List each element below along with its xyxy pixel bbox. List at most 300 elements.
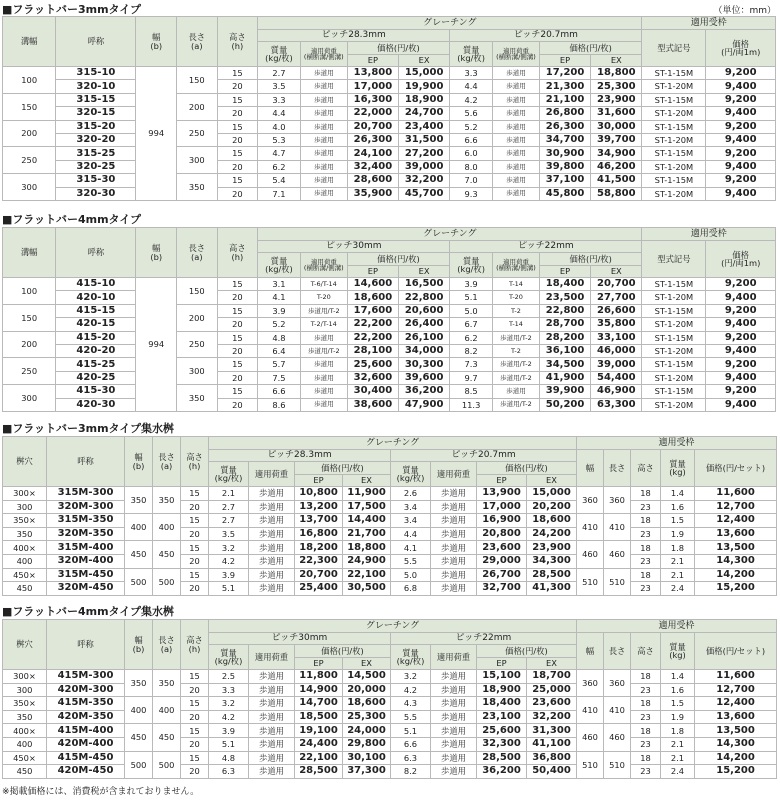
mass-cell: 6.6 bbox=[258, 385, 301, 398]
table-row bbox=[3, 291, 776, 304]
price-ep-cell: 22,200 bbox=[347, 331, 398, 344]
mass-cell: 2.7 bbox=[209, 500, 249, 514]
mass-cell: 3.9 bbox=[209, 568, 249, 582]
mass-cell: 4.0 bbox=[258, 120, 301, 133]
name-cell: 320-10 bbox=[56, 80, 136, 93]
load-header-a: 適用荷重 bbox=[249, 462, 295, 487]
hole-cell: 450 bbox=[3, 765, 47, 779]
frame-price-cell: 14,300 bbox=[695, 737, 777, 751]
mass-cell: 2.7 bbox=[209, 514, 249, 528]
table-body bbox=[3, 67, 776, 201]
ex-header: EX bbox=[527, 658, 577, 670]
hole-cell: 400 bbox=[3, 737, 47, 751]
length-header: 長さ (a) bbox=[153, 620, 181, 670]
mass-cell: 4.1 bbox=[258, 291, 301, 304]
table-row bbox=[3, 160, 776, 173]
load-cell: 歩道用 bbox=[431, 765, 477, 779]
mass-cell: 4.2 bbox=[391, 683, 431, 697]
price-ex-cell: 41,500 bbox=[591, 174, 642, 187]
pitch-a-header: ピッチ28.3mm bbox=[258, 30, 450, 42]
height-cell: 20 bbox=[217, 80, 258, 93]
name-cell: 420-30 bbox=[56, 398, 136, 411]
price-ep-cell: 14,900 bbox=[295, 683, 343, 697]
frame-price-cell: 9,200 bbox=[706, 358, 776, 371]
mass-cell: 6.2 bbox=[450, 331, 493, 344]
price-ep-cell: 16,800 bbox=[295, 527, 343, 541]
height-cell: 20 bbox=[217, 107, 258, 120]
height-cell: 15 bbox=[181, 541, 209, 555]
height-cell: 20 bbox=[217, 291, 258, 304]
mass-cell: 6.0 bbox=[450, 147, 493, 160]
price-ep-cell: 18,600 bbox=[347, 291, 398, 304]
table-header bbox=[3, 620, 777, 670]
frame-length-cell: 410 bbox=[604, 514, 631, 541]
price-ex-cell: 58,800 bbox=[591, 187, 642, 200]
mass-cell: 3.9 bbox=[258, 304, 301, 317]
name-cell: 415-25 bbox=[56, 358, 136, 371]
load-cell: 歩道用 bbox=[431, 514, 477, 528]
load-cell: T-6/T-14 bbox=[300, 278, 347, 291]
price-ex-cell: 20,000 bbox=[343, 683, 391, 697]
table-row bbox=[3, 751, 777, 765]
load-cell: 歩道用 bbox=[249, 697, 295, 711]
load-cell: 歩道用 bbox=[431, 527, 477, 541]
frame-height-cell: 23 bbox=[631, 500, 661, 514]
load-cell: 歩道用 bbox=[431, 500, 477, 514]
load-cell: T-14 bbox=[492, 278, 539, 291]
frame-price-cell: 13,500 bbox=[695, 724, 777, 738]
mass-cell: 2.5 bbox=[209, 670, 249, 684]
frame-mass-cell: 1.6 bbox=[661, 683, 695, 697]
price-ep-cell: 39,800 bbox=[539, 160, 590, 173]
price-ep-cell: 22,800 bbox=[539, 304, 590, 317]
load-cell: 歩道用 bbox=[300, 160, 347, 173]
mass-header-a: 質量 (kg/枚) bbox=[258, 42, 301, 67]
model-cell: ST-1-15M bbox=[642, 147, 706, 160]
mass-cell: 4.1 bbox=[391, 541, 431, 555]
price-ep-cell: 14,700 bbox=[295, 697, 343, 711]
price-ex-cell: 32,200 bbox=[527, 710, 577, 724]
table-row bbox=[3, 278, 776, 291]
price-ep-cell: 21,100 bbox=[539, 93, 590, 106]
frame-header: 適用受枠 bbox=[577, 437, 777, 450]
frame-width-cell: 410 bbox=[577, 697, 604, 724]
section3-title: ■フラットバー3mmタイプ集水桝 bbox=[2, 422, 174, 435]
price-ex-cell: 46,900 bbox=[591, 385, 642, 398]
model-cell: ST-1-15M bbox=[642, 278, 706, 291]
pitch-b-header: ピッチ20.7mm bbox=[450, 30, 642, 42]
frame-price-cell: 12,400 bbox=[695, 514, 777, 528]
ex-header: EX bbox=[591, 266, 642, 278]
price-ex-cell: 29,800 bbox=[343, 737, 391, 751]
frame-price-cell: 9,400 bbox=[706, 291, 776, 304]
frame-price-cell: 9,400 bbox=[706, 318, 776, 331]
load-cell: T-20 bbox=[492, 291, 539, 304]
price-ep-cell: 26,300 bbox=[347, 133, 398, 146]
frame-price-cell: 9,400 bbox=[706, 398, 776, 411]
height-header: 高さ (h) bbox=[217, 17, 258, 67]
table-row bbox=[3, 737, 777, 751]
load-cell: 歩道用 bbox=[431, 670, 477, 684]
length-cell: 350 bbox=[153, 670, 181, 697]
price-ex-cell: 28,500 bbox=[527, 568, 577, 582]
model-header: 型式記号 bbox=[642, 241, 706, 278]
name-cell: 320-15 bbox=[56, 107, 136, 120]
mass-cell: 2.6 bbox=[391, 487, 431, 501]
model-cell: ST-1-15M bbox=[642, 385, 706, 398]
frame-height-cell: 23 bbox=[631, 582, 661, 596]
price-ep-cell: 19,100 bbox=[295, 724, 343, 738]
frame-mass-cell: 2.4 bbox=[661, 582, 695, 596]
length-cell: 400 bbox=[153, 514, 181, 541]
mass-cell: 6.8 bbox=[391, 582, 431, 596]
price-ex-cell: 18,800 bbox=[591, 67, 642, 80]
frame-price-cell: 9,400 bbox=[706, 344, 776, 357]
frame-price-cell: 9,400 bbox=[706, 80, 776, 93]
load-cell: 歩道用 bbox=[492, 80, 539, 93]
price-ex-cell: 24,700 bbox=[399, 107, 450, 120]
height-cell: 15 bbox=[181, 697, 209, 711]
price-ex-cell: 14,400 bbox=[343, 514, 391, 528]
mass-cell: 5.5 bbox=[391, 554, 431, 568]
name-cell: 415-20 bbox=[56, 331, 136, 344]
price-ep-cell: 36,200 bbox=[477, 765, 527, 779]
frame-width-cell: 410 bbox=[577, 514, 604, 541]
price-ex-cell: 50,400 bbox=[527, 765, 577, 779]
price-header-b: 価格(円/枚) bbox=[539, 253, 641, 266]
price-ex-cell: 23,900 bbox=[527, 541, 577, 555]
name-cell: 315-15 bbox=[56, 93, 136, 106]
name-header: 呼称 bbox=[47, 620, 125, 670]
price-ex-cell: 20,600 bbox=[399, 304, 450, 317]
mass-cell: 8.2 bbox=[450, 344, 493, 357]
price-ep-cell: 10,800 bbox=[295, 487, 343, 501]
frame-length-cell: 360 bbox=[604, 487, 631, 514]
price-ep-cell: 26,800 bbox=[539, 107, 590, 120]
height-cell: 20 bbox=[181, 710, 209, 724]
name-cell: 415-30 bbox=[56, 385, 136, 398]
table-row bbox=[3, 670, 777, 684]
price-ep-cell: 41,900 bbox=[539, 371, 590, 384]
width-cell: 350 bbox=[125, 487, 153, 514]
price-ex-cell: 27,700 bbox=[591, 291, 642, 304]
load-cell: 歩道用/T-2 bbox=[300, 344, 347, 357]
name-cell: 420M-350 bbox=[47, 710, 125, 724]
mass-cell: 8.6 bbox=[258, 398, 301, 411]
mass-cell: 5.2 bbox=[258, 318, 301, 331]
price-ep-cell: 26,300 bbox=[539, 120, 590, 133]
mass-header-a: 質量 (kg/枚) bbox=[258, 253, 301, 278]
frame-price-cell: 9,200 bbox=[706, 278, 776, 291]
price-header-a: 価格(円/枚) bbox=[295, 645, 391, 658]
frame-mass-header: 質量 (kg) bbox=[661, 633, 695, 670]
table-header bbox=[3, 437, 777, 487]
frame-mass-cell: 1.9 bbox=[661, 527, 695, 541]
price-ex-cell: 20,200 bbox=[527, 500, 577, 514]
length-cell: 350 bbox=[177, 174, 218, 201]
price-ex-cell: 21,700 bbox=[343, 527, 391, 541]
price-ep-cell: 25,600 bbox=[477, 724, 527, 738]
price-ex-cell: 41,300 bbox=[527, 582, 577, 596]
table-row bbox=[3, 133, 776, 146]
hole-cell: 450 bbox=[3, 582, 47, 596]
height-cell: 15 bbox=[181, 568, 209, 582]
height-cell: 15 bbox=[217, 120, 258, 133]
mass-cell: 6.4 bbox=[258, 344, 301, 357]
length-cell: 150 bbox=[177, 278, 218, 305]
price-ep-cell: 18,500 bbox=[295, 710, 343, 724]
frame-price-cell: 12,400 bbox=[695, 697, 777, 711]
model-cell: ST-1-20M bbox=[642, 398, 706, 411]
frame-price-cell: 11,600 bbox=[695, 670, 777, 684]
price-ep-cell: 17,600 bbox=[347, 304, 398, 317]
mass-cell: 4.4 bbox=[450, 80, 493, 93]
load-cell: T-2/T-14 bbox=[300, 318, 347, 331]
table-header bbox=[3, 17, 776, 67]
price-ex-cell: 34,300 bbox=[527, 554, 577, 568]
table-row bbox=[3, 93, 776, 106]
table-row bbox=[3, 371, 776, 384]
frame-height-cell: 23 bbox=[631, 683, 661, 697]
frame-header: 適用受枠 bbox=[577, 620, 777, 633]
price-ep-cell: 16,900 bbox=[477, 514, 527, 528]
frame-width-cell: 460 bbox=[577, 541, 604, 568]
trench-width-cell: 300 bbox=[3, 385, 56, 412]
ep-header: EP bbox=[477, 475, 527, 487]
frame-width-header: 幅 bbox=[577, 450, 604, 487]
frame-price-cell: 9,200 bbox=[706, 385, 776, 398]
hole-header: 桝穴 bbox=[3, 620, 47, 670]
table-body bbox=[3, 278, 776, 412]
mass-cell: 8.2 bbox=[391, 765, 431, 779]
price-ep-cell: 28,600 bbox=[347, 174, 398, 187]
height-cell: 15 bbox=[217, 67, 258, 80]
frame-price-cell: 15,200 bbox=[695, 582, 777, 596]
trench-width-cell: 150 bbox=[3, 93, 56, 120]
ex-header: EX bbox=[527, 475, 577, 487]
pitch-a-header: ピッチ30mm bbox=[209, 633, 391, 645]
height-cell: 15 bbox=[217, 358, 258, 371]
price-ep-cell: 13,800 bbox=[347, 67, 398, 80]
grating-header: グレーチング bbox=[209, 437, 577, 450]
height-cell: 20 bbox=[181, 500, 209, 514]
model-cell: ST-1-15M bbox=[642, 331, 706, 344]
mass-cell: 4.2 bbox=[209, 554, 249, 568]
price-ep-cell: 30,900 bbox=[539, 147, 590, 160]
price-header-b: 価格(円/枚) bbox=[477, 645, 577, 658]
height-cell: 15 bbox=[181, 487, 209, 501]
load-cell: 歩道用 bbox=[431, 582, 477, 596]
mass-cell: 7.1 bbox=[258, 187, 301, 200]
load-header-a: 適用荷重 (横断溝/側溝) bbox=[300, 253, 347, 278]
frame-mass-cell: 1.4 bbox=[661, 487, 695, 501]
frame-mass-cell: 2.1 bbox=[661, 737, 695, 751]
price-ex-cell: 18,600 bbox=[527, 514, 577, 528]
frame-price-header: 価格(円/セット) bbox=[695, 633, 777, 670]
price-ex-cell: 33,100 bbox=[591, 331, 642, 344]
mass-cell: 3.1 bbox=[258, 278, 301, 291]
mass-cell: 9.7 bbox=[450, 371, 493, 384]
width-header: 幅 (b) bbox=[136, 17, 177, 67]
mass-header-b: 質量 (kg/枚) bbox=[450, 42, 493, 67]
mass-cell: 7.0 bbox=[450, 174, 493, 187]
hole-cell: 350 bbox=[3, 527, 47, 541]
price-ep-cell: 37,100 bbox=[539, 174, 590, 187]
load-cell: T-2 bbox=[492, 344, 539, 357]
table-row bbox=[3, 527, 777, 541]
width-header: 幅 (b) bbox=[125, 437, 153, 487]
length-cell: 400 bbox=[153, 697, 181, 724]
load-cell: 歩道用 bbox=[300, 93, 347, 106]
mass-cell: 3.5 bbox=[209, 527, 249, 541]
price-ep-cell: 13,200 bbox=[295, 500, 343, 514]
mass-cell: 6.6 bbox=[450, 133, 493, 146]
load-cell: 歩道用 bbox=[492, 93, 539, 106]
price-ep-cell: 16,300 bbox=[347, 93, 398, 106]
mass-cell: 5.0 bbox=[450, 304, 493, 317]
mass-cell: 5.5 bbox=[391, 710, 431, 724]
height-cell: 20 bbox=[217, 371, 258, 384]
load-cell: 歩道用 bbox=[300, 67, 347, 80]
height-cell: 20 bbox=[181, 527, 209, 541]
table-row bbox=[3, 765, 777, 779]
price-ex-cell: 23,600 bbox=[527, 697, 577, 711]
frame-height-cell: 18 bbox=[631, 724, 661, 738]
hole-cell: 300× bbox=[3, 487, 47, 501]
name-cell: 415-10 bbox=[56, 278, 136, 291]
price-ep-cell: 11,800 bbox=[295, 670, 343, 684]
width-header: 幅 (b) bbox=[125, 620, 153, 670]
pitch-b-header: ピッチ20.7mm bbox=[391, 450, 577, 462]
price-ex-cell: 23,900 bbox=[591, 93, 642, 106]
frame-price-cell: 9,400 bbox=[706, 371, 776, 384]
load-cell: T-20 bbox=[300, 291, 347, 304]
model-cell: ST-1-20M bbox=[642, 371, 706, 384]
mass-cell: 2.7 bbox=[258, 67, 301, 80]
ex-header: EX bbox=[343, 658, 391, 670]
width-cell: 450 bbox=[125, 724, 153, 751]
price-ex-cell: 30,300 bbox=[399, 358, 450, 371]
price-ep-cell: 20,700 bbox=[347, 120, 398, 133]
frame-width-cell: 360 bbox=[577, 487, 604, 514]
ep-header: EP bbox=[539, 55, 590, 67]
model-cell: ST-1-15M bbox=[642, 120, 706, 133]
model-cell: ST-1-15M bbox=[642, 304, 706, 317]
hole-cell: 350× bbox=[3, 514, 47, 528]
price-ex-cell: 17,500 bbox=[343, 500, 391, 514]
load-cell: 歩道用 bbox=[249, 670, 295, 684]
load-cell: 歩道用/T-2 bbox=[492, 398, 539, 411]
price-ep-cell: 24,100 bbox=[347, 147, 398, 160]
length-cell: 450 bbox=[153, 724, 181, 751]
load-cell: 歩道用 bbox=[300, 385, 347, 398]
length-cell: 200 bbox=[177, 304, 218, 331]
frame-price-cell: 12,700 bbox=[695, 683, 777, 697]
mass-cell: 5.1 bbox=[391, 724, 431, 738]
name-cell: 420-20 bbox=[56, 344, 136, 357]
frame-header: 適用受枠 bbox=[642, 228, 776, 241]
load-cell: 歩道用 bbox=[492, 120, 539, 133]
price-ex-cell: 36,200 bbox=[399, 385, 450, 398]
load-cell: 歩道用 bbox=[492, 67, 539, 80]
price-ep-cell: 13,700 bbox=[295, 514, 343, 528]
trench-width-cell: 300 bbox=[3, 174, 56, 201]
mass-cell: 4.3 bbox=[391, 697, 431, 711]
trench-width-cell: 250 bbox=[3, 147, 56, 174]
frame-length-header: 長さ bbox=[604, 633, 631, 670]
frame-mass-cell: 1.9 bbox=[661, 710, 695, 724]
length-cell: 250 bbox=[177, 331, 218, 358]
frame-width-cell: 510 bbox=[577, 568, 604, 595]
name-cell: 315M-450 bbox=[47, 568, 125, 582]
frame-length-cell: 460 bbox=[604, 541, 631, 568]
frame-length-cell: 510 bbox=[604, 751, 631, 778]
table-row bbox=[3, 541, 777, 555]
trench-width-cell: 150 bbox=[3, 304, 56, 331]
price-ex-cell: 24,200 bbox=[527, 527, 577, 541]
price-ep-cell: 15,100 bbox=[477, 670, 527, 684]
frame-price-header: 価格 (円/両1m) bbox=[706, 30, 776, 67]
price-ex-cell: 20,700 bbox=[591, 278, 642, 291]
mass-cell: 3.3 bbox=[258, 93, 301, 106]
load-cell: 歩道用 bbox=[300, 147, 347, 160]
name-cell: 420M-450 bbox=[47, 765, 125, 779]
table-row bbox=[3, 697, 777, 711]
load-header-b: 適用荷重 bbox=[431, 645, 477, 670]
price-ex-cell: 18,700 bbox=[527, 670, 577, 684]
frame-price-cell: 9,200 bbox=[706, 67, 776, 80]
hole-cell: 300× bbox=[3, 670, 47, 684]
price-ex-cell: 18,900 bbox=[399, 93, 450, 106]
table-row bbox=[3, 187, 776, 200]
load-cell: 歩道用 bbox=[431, 751, 477, 765]
price-ep-cell: 17,000 bbox=[477, 500, 527, 514]
ex-header: EX bbox=[591, 55, 642, 67]
model-cell: ST-1-20M bbox=[642, 344, 706, 357]
load-cell: 歩道用 bbox=[249, 710, 295, 724]
load-cell: 歩道用/T-2 bbox=[492, 331, 539, 344]
frame-mass-header: 質量 (kg) bbox=[661, 450, 695, 487]
mass-cell: 6.7 bbox=[450, 318, 493, 331]
mass-header-a: 質量 (kg/枚) bbox=[209, 462, 249, 487]
frame-price-cell: 11,600 bbox=[695, 487, 777, 501]
mass-cell: 6.2 bbox=[258, 160, 301, 173]
load-cell: 歩道用 bbox=[300, 331, 347, 344]
frame-price-cell: 15,200 bbox=[695, 765, 777, 779]
ep-header: EP bbox=[477, 658, 527, 670]
height-cell: 20 bbox=[181, 582, 209, 596]
load-header-b: 適用荷重 (横断溝/側溝) bbox=[492, 42, 539, 67]
mass-cell: 4.4 bbox=[391, 527, 431, 541]
name-cell: 320M-400 bbox=[47, 554, 125, 568]
mass-cell: 8.5 bbox=[450, 385, 493, 398]
frame-price-cell: 13,500 bbox=[695, 541, 777, 555]
price-ex-cell: 24,000 bbox=[343, 724, 391, 738]
load-cell: 歩道用 bbox=[492, 385, 539, 398]
mass-cell: 5.4 bbox=[258, 174, 301, 187]
name-header: 呼称 bbox=[56, 17, 136, 67]
ep-header: EP bbox=[539, 266, 590, 278]
price-ep-cell: 14,600 bbox=[347, 278, 398, 291]
mass-header-a: 質量 (kg/枚) bbox=[209, 645, 249, 670]
price-ex-cell: 11,900 bbox=[343, 487, 391, 501]
height-cell: 20 bbox=[217, 344, 258, 357]
frame-width-cell: 510 bbox=[577, 751, 604, 778]
height-cell: 15 bbox=[181, 514, 209, 528]
height-cell: 20 bbox=[217, 398, 258, 411]
table-row bbox=[3, 358, 776, 371]
frame-price-header: 価格 (円/両1m) bbox=[706, 241, 776, 278]
